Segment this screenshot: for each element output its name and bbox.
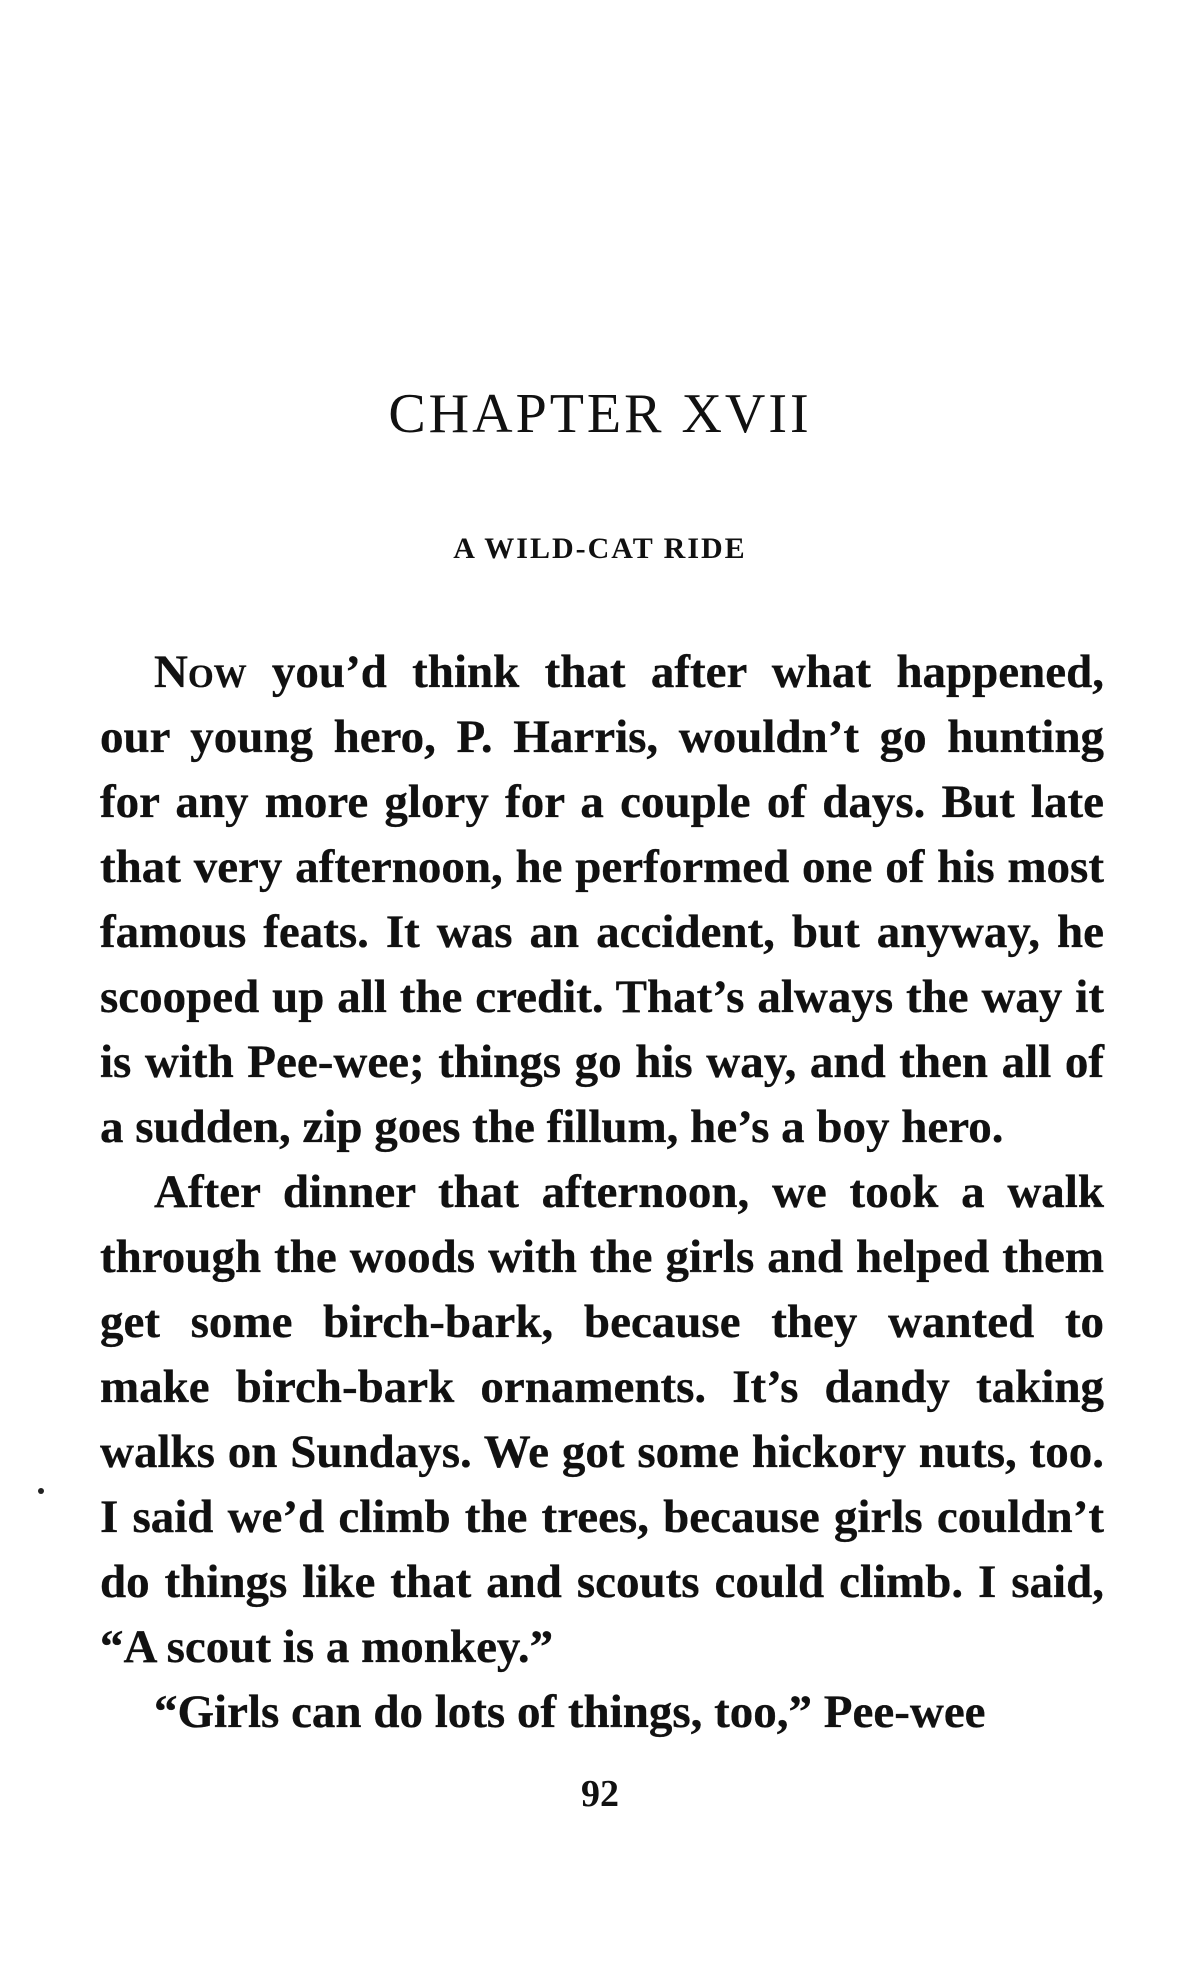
print-speck bbox=[38, 1488, 44, 1494]
chapter-title: A WILD-CAT RIDE bbox=[453, 532, 747, 565]
paragraph bbox=[100, 640, 1104, 1160]
paragraph-lead-word: Now bbox=[154, 646, 247, 698]
paragraph-text: you’d think that after what happened, our young hero, P. Harris, wouldn’t go hunting for any more glory for a couple of days. But late that very afternoon, he performed one of his most famous feats. It was an accident, but anyway, he scooped up all the credit. That’s always the way it is with Pee-wee; things go his way, and then all of a sudden, zip goes the fillum, he’s a boy hero. bbox=[100, 646, 1104, 1153]
paragraph-text: “Girls can do lots of things, too,” Pee-wee bbox=[154, 1686, 986, 1738]
paragraph-text: After dinner that afternoon, we took a walk through the woods with the girls and helped them get some birch-bark, because they wanted to make birch-bark ornaments. It’s dandy taking walks on Sundays. We got some hickory nuts, too. I said we’d climb the trees, because girls couldn’t do things like that and scouts could climb. I said, “A scout is a monkey.” bbox=[100, 1166, 1104, 1673]
page-number: 92 bbox=[581, 1773, 619, 1815]
paragraph bbox=[100, 1160, 1104, 1680]
chapter-heading: CHAPTER XVII bbox=[388, 383, 812, 445]
body-text bbox=[100, 640, 1104, 1745]
paragraph bbox=[100, 1680, 1104, 1745]
